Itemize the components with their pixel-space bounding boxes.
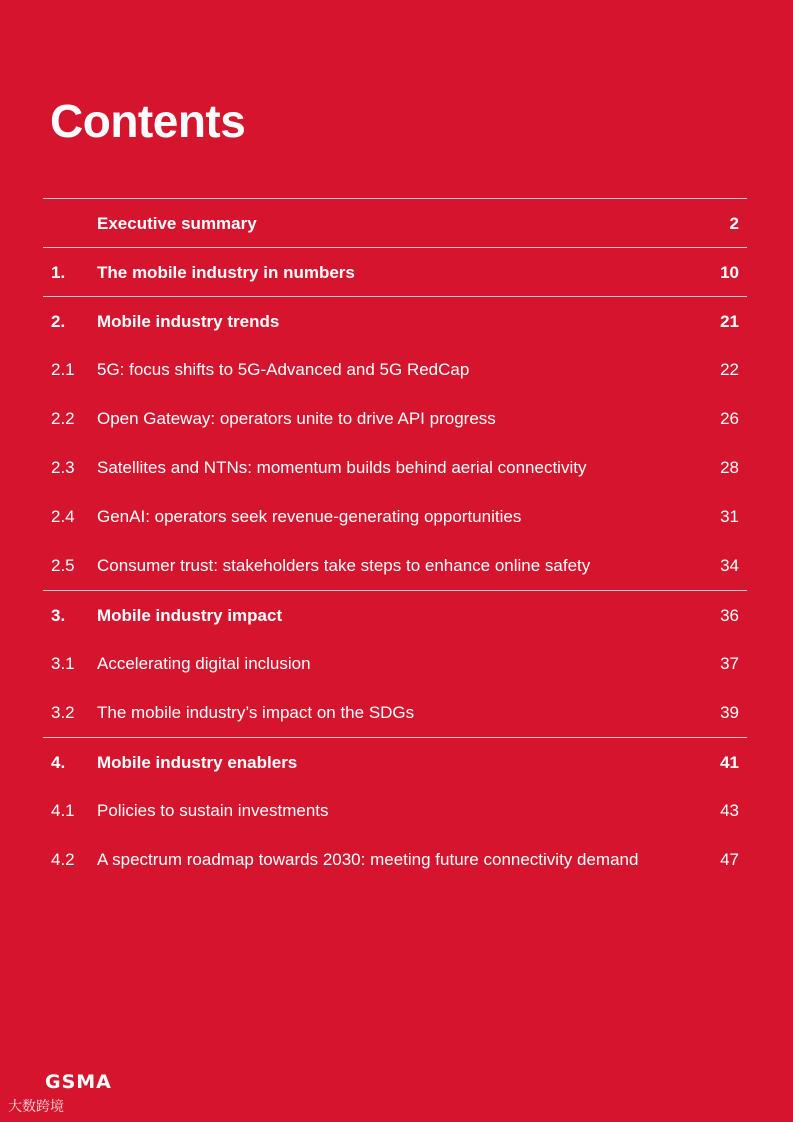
toc-entry-number: 2. xyxy=(51,312,66,331)
toc-entry-label: Consumer trust: stakeholders take steps to enhance online safety xyxy=(97,556,591,575)
table-of-contents xyxy=(43,198,747,895)
toc-entry-page: 34 xyxy=(720,556,739,575)
toc-entry-section-3-2[interactable] xyxy=(43,688,747,737)
toc-entry-page: 2 xyxy=(729,214,739,233)
toc-entry-section-2-2[interactable] xyxy=(43,394,747,443)
toc-entry-section-2-4[interactable] xyxy=(43,492,747,541)
toc-entry-number: 3.2 xyxy=(51,703,75,722)
toc-entry-label: Executive summary xyxy=(97,214,257,233)
toc-entry-label: The mobile industry in numbers xyxy=(97,263,355,282)
toc-entry-executive-summary[interactable] xyxy=(43,198,747,247)
toc-entry-label: Mobile industry impact xyxy=(97,606,283,625)
toc-entry-section-2[interactable] xyxy=(43,296,747,345)
toc-entry-section-4-1[interactable] xyxy=(43,786,747,835)
toc-entry-page: 31 xyxy=(720,507,739,526)
watermark: 大数跨境 xyxy=(8,1099,64,1115)
toc-entry-section-1[interactable] xyxy=(43,247,747,296)
toc-entry-number: 4.2 xyxy=(51,850,75,869)
toc-entry-section-3[interactable] xyxy=(43,590,747,639)
toc-entry-label: Satellites and NTNs: momentum builds behind aerial connectivity xyxy=(97,458,587,477)
toc-entry-page: 28 xyxy=(720,458,739,477)
toc-entry-page: 21 xyxy=(720,312,739,331)
toc-entry-label: Mobile industry trends xyxy=(97,312,280,331)
toc-entry-number: 2.1 xyxy=(51,360,75,379)
toc-entry-label: Open Gateway: operators unite to drive API progress xyxy=(97,409,496,428)
toc-entry-label: The mobile industry’s impact on the SDGs xyxy=(97,703,415,722)
gsma-logo: GSMA xyxy=(45,1071,112,1093)
toc-entry-label: Mobile industry enablers xyxy=(97,753,298,772)
toc-entry-number: 2.3 xyxy=(51,458,75,477)
toc-entry-number: 3. xyxy=(51,606,66,625)
toc-entry-label: GenAI: operators seek revenue-generating opportunities xyxy=(97,507,522,526)
toc-entry-label: 5G: focus shifts to 5G-Advanced and 5G RedCap xyxy=(97,360,470,379)
toc-entry-number: 4.1 xyxy=(51,801,75,820)
toc-entry-number: 2.5 xyxy=(51,556,75,575)
toc-entry-number: 4. xyxy=(51,753,66,772)
toc-entry-label: A spectrum roadmap towards 2030: meeting future connectivity demand xyxy=(97,850,639,869)
toc-entry-section-2-1[interactable] xyxy=(43,345,747,394)
toc-entry-page: 10 xyxy=(720,263,739,282)
toc-entry-label: Policies to sustain investments xyxy=(97,801,329,820)
toc-entry-section-4-2[interactable] xyxy=(43,835,747,895)
toc-entry-number: 1. xyxy=(51,263,66,282)
page-title: Contents xyxy=(50,95,246,147)
toc-entry-label: Accelerating digital inclusion xyxy=(97,654,311,673)
toc-entry-section-3-1[interactable] xyxy=(43,639,747,688)
toc-entry-section-2-3[interactable] xyxy=(43,443,747,492)
toc-entry-page: 26 xyxy=(720,409,739,428)
toc-entry-page: 39 xyxy=(720,703,739,722)
toc-entry-page: 41 xyxy=(720,753,739,772)
toc-entry-page: 37 xyxy=(720,654,739,673)
toc-entry-section-4[interactable] xyxy=(43,737,747,786)
toc-entry-page: 22 xyxy=(720,360,739,379)
toc-entry-number: 3.1 xyxy=(51,654,75,673)
toc-entry-page: 36 xyxy=(720,606,739,625)
toc-entry-page: 47 xyxy=(720,850,739,869)
toc-entry-number: 2.4 xyxy=(51,507,75,526)
toc-entry-number: 2.2 xyxy=(51,409,75,428)
toc-entry-section-2-5[interactable] xyxy=(43,541,747,590)
toc-entry-page: 43 xyxy=(720,801,739,820)
